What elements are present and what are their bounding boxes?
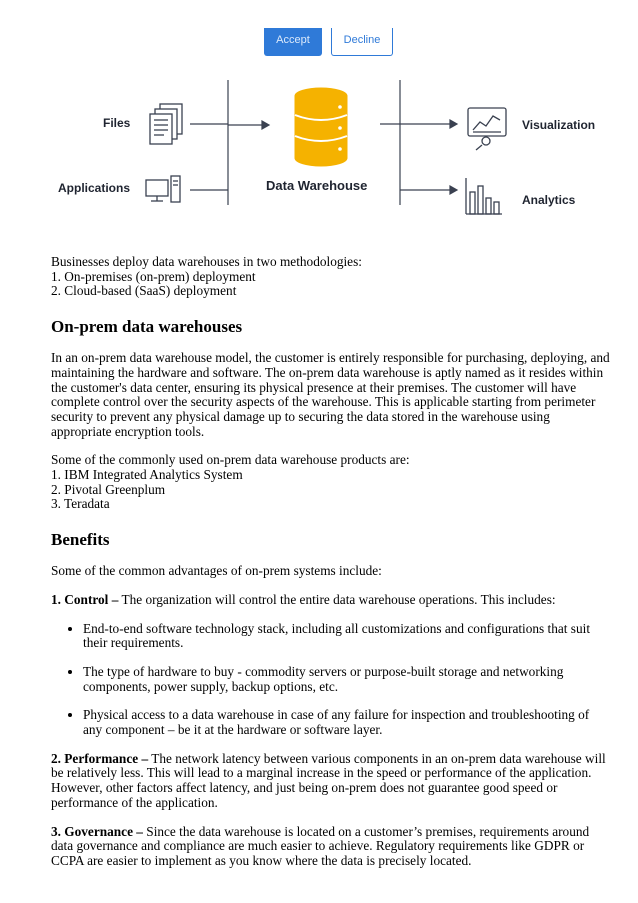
visualization-icon [468,108,506,150]
control-text: The organization will control the entire data warehouse operations. This includes: [118,591,556,607]
control-paragraph [51,593,611,608]
products-line: Some of the commonly used on-prem data warehouse products are: [51,452,410,468]
source-connectors [190,80,269,205]
intro-line: Businesses deploy data warehouses in two methodologies: [51,254,362,269]
benefits-heading: Benefits [51,530,110,550]
governance-paragraph [51,825,611,869]
database-icon [295,88,347,166]
products-line: 1. IBM Integrated Analytics System [51,467,243,483]
intro-line: 2. Cloud-based (SaaS) deployment [51,283,237,299]
list-item: • Physical access to a data warehouse in case of any failure for inspection and troubleshooting of any component – be it at the hardware or software layer. [83,708,611,737]
control-bullet-list [51,622,611,738]
files-icon [150,104,182,144]
visualization-label: Visualization [522,118,596,132]
onprem-heading: On-prem data warehouses [51,317,243,337]
products-list [51,453,611,512]
decline-button[interactable]: Decline [331,28,393,56]
products-line: 3. Teradata [51,496,110,512]
governance-text: Since the data warehouse is located on a customer’s premises, requirements around data governance and compliance are much easier to achieve. Regulatory requirements like GDPR or CCPA are easier to implement as you know where the data is precisely located. [51,823,590,868]
onprem-paragraph: In an on-prem data warehouse model, the customer is entirely responsible for purchasing, deploying, and maintaining the hardware and software. The on-prem data warehouse is aptly named as it resides within the customer's data center, ensuring its physical presence at their premises. The customer will have complete control over the security aspects of the warehouse. This is applicable starting from perimeter security to prevent any physical damage up to securing the data stored in the warehouse using appropriate encryption tools. [51,350,610,439]
performance-text: The network latency between various components in an on-prem data warehouse will be relatively less. This will lead to a marginal increase in the speed or performance of the application. However, other factors affect latency, and just being on-prem does not guarantee good speed or performance of the application. [51,750,606,810]
list-item: • The type of hardware to buy - commodity servers or purpose-built storage and networking components, power supply, backup options, etc. [83,665,611,694]
warehouse-label: Data Warehouse [266,178,368,193]
output-connectors [380,80,457,205]
intro-line: 1. On-premises (on-prem) deployment [51,268,256,284]
accept-button[interactable]: Accept [264,28,322,56]
performance-paragraph [51,752,611,811]
analytics-icon [466,178,502,214]
control-title: 1. Control – [51,591,119,607]
list-item: • End-to-end software technology stack, including all customizations and configurations that suit their requirements. [83,622,611,651]
files-label: Files [103,116,131,130]
applications-label: Applications [58,181,131,195]
performance-title: 2. Performance – [51,750,149,766]
data-warehouse-diagram [0,0,638,250]
intro-paragraph [51,255,611,299]
benefits-intro: Some of the common advantages of on-prem systems include: [51,563,382,579]
article-body [51,255,611,883]
governance-title: 3. Governance – [51,823,143,839]
analytics-label: Analytics [522,193,576,207]
products-line: 2. Pivotal Greenplum [51,481,166,497]
computer-icon [146,176,180,202]
